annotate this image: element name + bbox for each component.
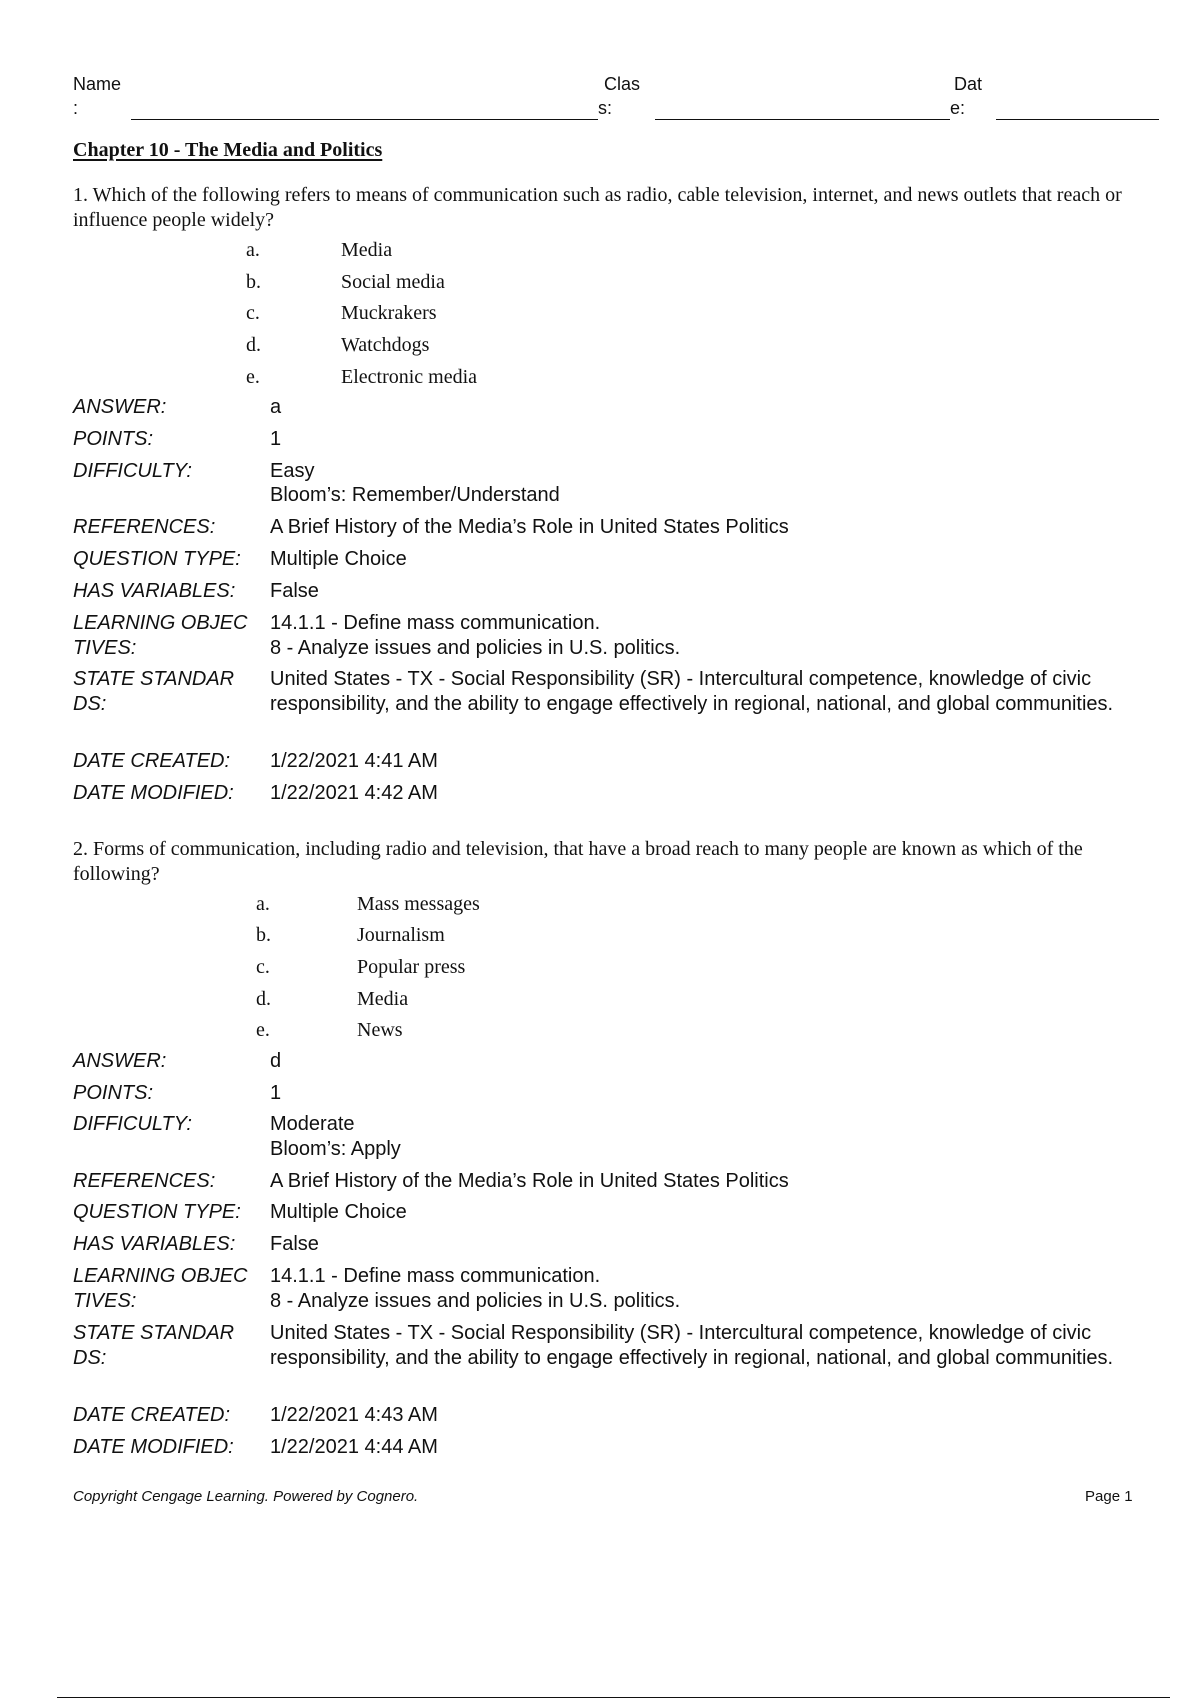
name-label: Name [73, 74, 122, 94]
choice-letter: a. [256, 893, 270, 915]
choice-letter: e. [246, 366, 260, 388]
choice-text: Media [341, 239, 393, 261]
class-label-suffix: s: [598, 98, 613, 118]
name-label-colon: : [73, 98, 79, 118]
name-field-line[interactable] [131, 119, 598, 120]
answer-value: a [270, 396, 282, 418]
choice-text: Media [357, 988, 409, 1010]
choice-text: News [357, 1019, 403, 1041]
document-page: Name : Clas s: Dat e: Chapter 10 - The Media and Politics 1. Which of the following refers to means of communication such as radio, cable television, internet, and news outlets that reach or influence people widely? a. Media b. Social media c. Muckrakers d. Watchdogs e. Electronic media ANSWER: a POINTS: 1 DIFFICULTY: Easy Bloom’s: Remember/Understand REFERENCES: A Brief History of the Media’s Role in United States Politics QUESTION TYPE: Multiple Choice HAS VARIABLES: False LEARNING OBJEC 14.1.1 - Define mass communication. TIVES: 8 - Analyze issues and policies in U.S. politics. STATE STANDAR DS: United States - TX - Social Responsibility (SR) - Intercultural competence, knowledge of civic responsibility, and the ability to engage effectively in regional, national, and global communities. DATE CREATED: 1/22/2021 4:41 AM DATE MODIFIED: 1/22/2021 4:42 AM 2. Forms of communication, including radio and television, that have a broad reach to many people are known as which of the following? a. Mass messages b. Journalism c. Popular press d. Media e. News ANSWER: d POINTS: 1 DIFFICULTY: Moderate Bloom’s: Apply REFERENCES: A Brief History of the Media’s Role in United States Politics QUESTION TYPE: Multiple Choice HAS VARIABLES: False LEARNING OBJEC 14.1.1 - Define mass communication. TIVES: 8 - Analyze issues and policies in U.S. politics. STATE STANDAR DS: United States - TX - Social Responsibility (SR) - Intercultural competence, knowledge of civic responsibility, and the ability to engage effectively in regional, national, and global communities. DATE CREATED: 1/22/2021 4:43 AM DATE MODIFIED: 1/22/2021 4:44 AM Copyright Cengage Learning. Powered by Cognero. Page 1 [0, 0, 1200, 1700]
question-text: 1. Which of the following refers to means of communication such as radio, cable television, internet, and news outlets that reach or influence people widely? [73, 184, 1122, 231]
meta-state-standards: STATE STANDAR DS: United States - TX - Social Responsibility (SR) - Intercultural competence, knowledge of civic responsibility, and the ability to engage effectively in regional, national, and global communities. [73, 668, 1114, 715]
choice-letter: e. [256, 1019, 270, 1041]
choice-text: Watchdogs [341, 334, 430, 356]
choice-text: Social media [341, 271, 445, 293]
page-number: Page 1 [1085, 1488, 1133, 1505]
choice-text: Electronic media [341, 366, 478, 388]
date-field-line[interactable] [996, 119, 1159, 120]
footer-copyright: Copyright Cengage Learning. Powered by Cognero. [73, 1488, 419, 1505]
choice-text: Journalism [357, 924, 445, 946]
meta-state-standards: STATE STANDAR DS: United States - TX - Social Responsibility (SR) - Intercultural competence, knowledge of civic responsibility, and the ability to engage effectively in regional, national, and global communities. [73, 1322, 1114, 1369]
choice-text: Popular press [357, 956, 466, 978]
answer-value: d [270, 1050, 282, 1072]
question-text: 2. Forms of communication, including radio and television, that have a broad reach to many people are known as which of the following? [73, 838, 1083, 885]
choice-letter: c. [256, 956, 270, 978]
class-field-line[interactable] [655, 119, 950, 120]
choice-letter: b. [256, 924, 271, 946]
choice-letter: d. [256, 988, 271, 1010]
choice-letter: d. [246, 334, 261, 356]
page-divider [57, 1697, 1170, 1698]
date-label-suffix: e: [950, 98, 966, 118]
chapter-title: Chapter 10 - The Media and Politics [73, 139, 383, 161]
date-label: Dat [954, 74, 983, 94]
choice-letter: b. [246, 271, 261, 293]
choice-text: Muckrakers [341, 302, 437, 324]
choice-letter: c. [246, 302, 260, 324]
choice-text: Mass messages [357, 893, 480, 915]
choice-letter: a. [246, 239, 260, 261]
class-label: Clas [604, 74, 641, 94]
